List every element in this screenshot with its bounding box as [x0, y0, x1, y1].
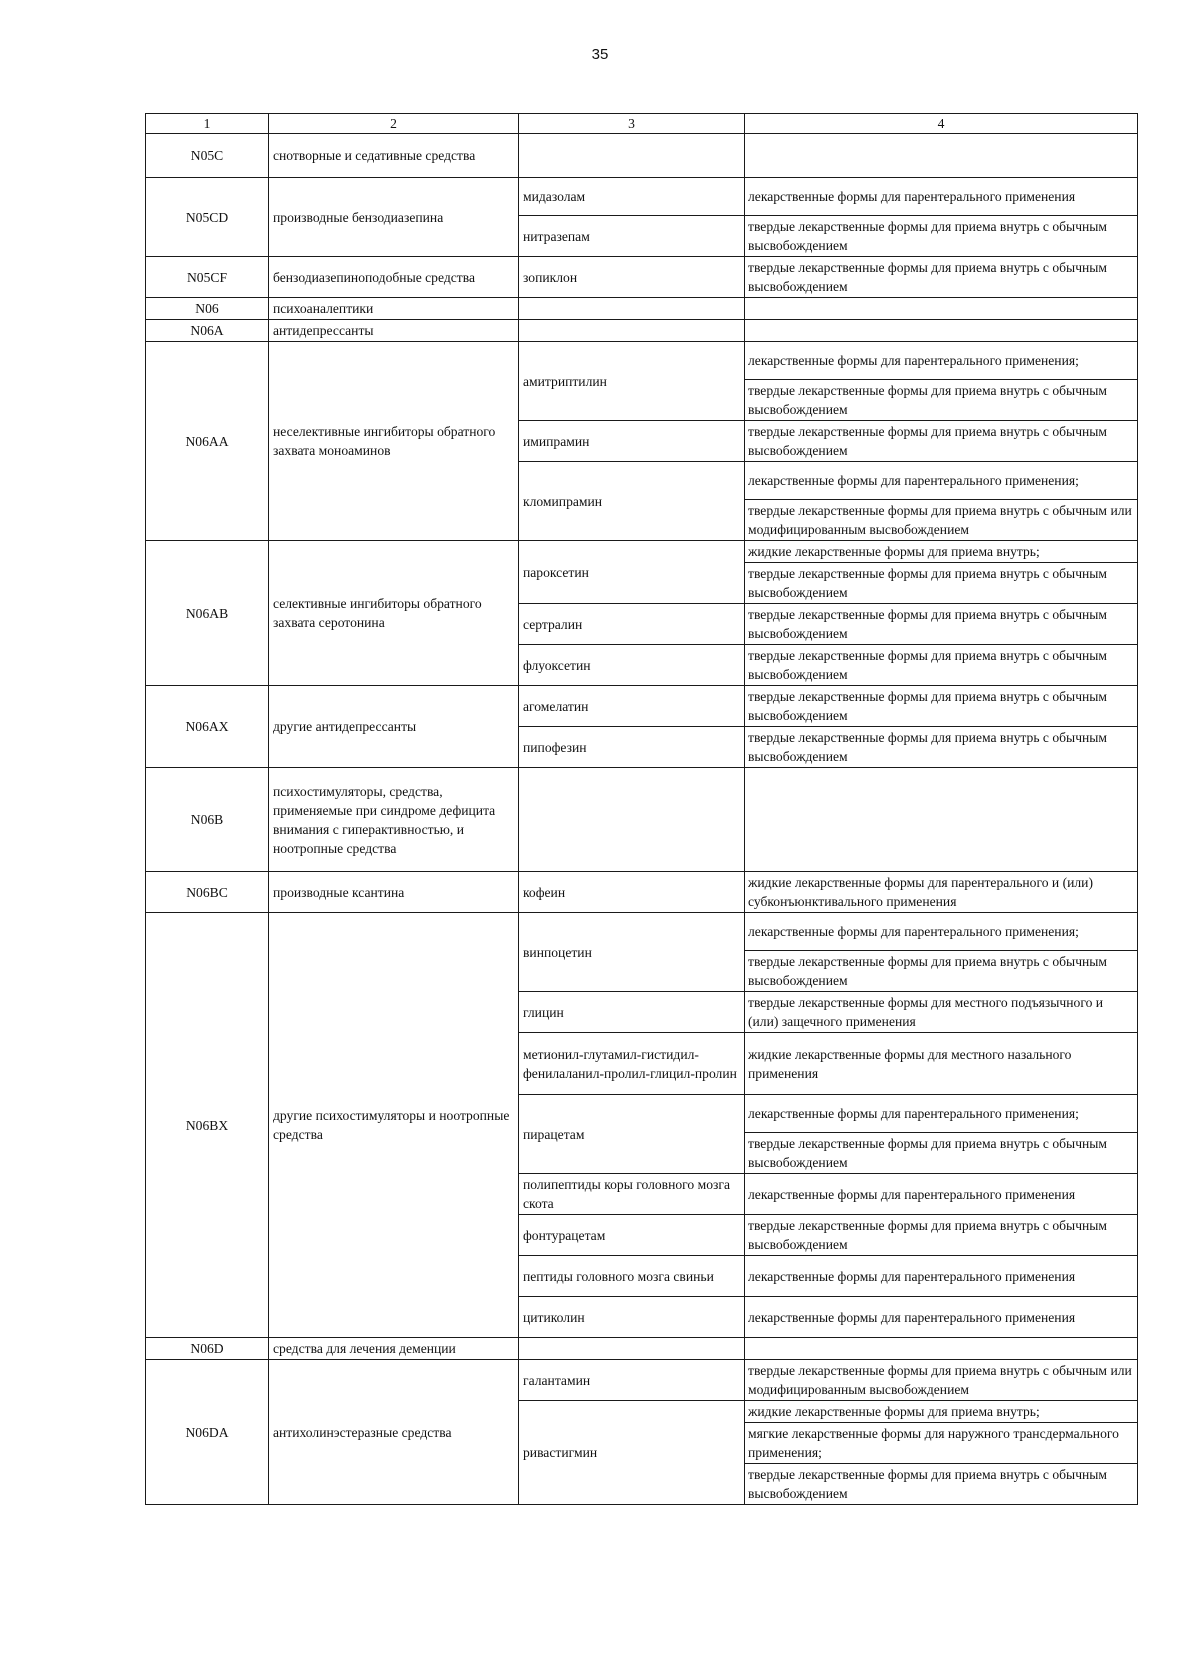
table-row: [146, 872, 1138, 913]
table-header-row: [146, 114, 1138, 134]
atc-code-cell: N06AB: [146, 541, 269, 686]
dosage-form-cell: [745, 1338, 1138, 1360]
table-row: [146, 178, 1138, 216]
dosage-form-cell: твердые лекарственные формы для приема внутрь с обычным высвобождением: [745, 1215, 1138, 1256]
table-row: [146, 1360, 1138, 1401]
substance-cell: имипрамин: [519, 421, 745, 462]
substance-cell: метионил-глутамил-гистидил-фенилаланил-пролил-глицил-пролин: [519, 1033, 745, 1095]
substance-cell: [519, 320, 745, 342]
substance-cell: фонтурацетам: [519, 1215, 745, 1256]
table-row: [146, 257, 1138, 298]
substance-cell: [519, 134, 745, 178]
group-name-cell: неселективные ингибиторы обратного захвата моноаминов: [269, 342, 519, 541]
dosage-form-cell: твердые лекарственные формы для приема внутрь с обычным высвобождением: [745, 1464, 1138, 1505]
dosage-form-cell: [745, 320, 1138, 342]
dosage-form-cell: мягкие лекарственные формы для наружного трансдермального применения;: [745, 1423, 1138, 1464]
dosage-form-cell: твердые лекарственные формы для приема внутрь с обычным высвобождением: [745, 727, 1138, 768]
dosage-form-cell: твердые лекарственные формы для местного подъязычного и (или) защечного применения: [745, 992, 1138, 1033]
substance-cell: сертралин: [519, 604, 745, 645]
substance-cell: кофеин: [519, 872, 745, 913]
header-cell: 2: [269, 114, 519, 134]
substance-cell: [519, 768, 745, 872]
group-name-cell: селективные ингибиторы обратного захвата серотонина: [269, 541, 519, 686]
dosage-form-cell: жидкие лекарственные формы для приема внутрь;: [745, 1401, 1138, 1423]
group-name-cell: антидепрессанты: [269, 320, 519, 342]
substance-cell: агомелатин: [519, 686, 745, 727]
atc-code-cell: N06AA: [146, 342, 269, 541]
dosage-form-cell: [745, 298, 1138, 320]
dosage-form-cell: лекарственные формы для парентерального применения: [745, 178, 1138, 216]
table-row: [146, 768, 1138, 872]
atc-code-cell: N06DA: [146, 1360, 269, 1505]
table-row: [146, 1338, 1138, 1360]
substance-cell: амитриптилин: [519, 342, 745, 421]
group-name-cell: производные бензодиазепина: [269, 178, 519, 257]
table-row: [146, 320, 1138, 342]
dosage-form-cell: [745, 134, 1138, 178]
table-row: [146, 541, 1138, 563]
dosage-form-cell: твердые лекарственные формы для приема внутрь с обычным высвобождением: [745, 951, 1138, 992]
dosage-form-cell: лекарственные формы для парентерального применения: [745, 1297, 1138, 1338]
dosage-form-cell: лекарственные формы для парентерального применения;: [745, 913, 1138, 951]
table-row: [146, 298, 1138, 320]
dosage-form-cell: твердые лекарственные формы для приема внутрь с обычным высвобождением: [745, 421, 1138, 462]
substance-cell: мидазолам: [519, 178, 745, 216]
dosage-form-cell: лекарственные формы для парентерального применения: [745, 1256, 1138, 1297]
dosage-form-cell: твердые лекарственные формы для приема внутрь с обычным высвобождением: [745, 216, 1138, 257]
table-row: [146, 913, 1138, 951]
atc-code-cell: N06B: [146, 768, 269, 872]
table-row: [146, 134, 1138, 178]
dosage-form-cell: твердые лекарственные формы для приема внутрь с обычным высвобождением: [745, 645, 1138, 686]
drug-classification-table: [145, 113, 1138, 1505]
dosage-form-cell: лекарственные формы для парентерального применения;: [745, 1095, 1138, 1133]
substance-cell: пипофезин: [519, 727, 745, 768]
substance-cell: флуоксетин: [519, 645, 745, 686]
dosage-form-cell: лекарственные формы для парентерального применения: [745, 1174, 1138, 1215]
header-cell: 4: [745, 114, 1138, 134]
dosage-form-cell: твердые лекарственные формы для приема внутрь с обычным высвобождением: [745, 257, 1138, 298]
dosage-form-cell: лекарственные формы для парентерального применения;: [745, 462, 1138, 500]
substance-cell: винпоцетин: [519, 913, 745, 992]
group-name-cell: психоаналептики: [269, 298, 519, 320]
atc-code-cell: N06BX: [146, 913, 269, 1338]
substance-cell: галантамин: [519, 1360, 745, 1401]
substance-cell: пароксетин: [519, 541, 745, 604]
page-number: 35: [591, 46, 609, 63]
header-cell: 1: [146, 114, 269, 134]
atc-code-cell: N06AX: [146, 686, 269, 768]
substance-cell: глицин: [519, 992, 745, 1033]
atc-code-cell: N06A: [146, 320, 269, 342]
substance-cell: [519, 298, 745, 320]
group-name-cell: производные ксантина: [269, 872, 519, 913]
substance-cell: зопиклон: [519, 257, 745, 298]
dosage-form-cell: твердые лекарственные формы для приема внутрь с обычным или модифицированным высвобождением: [745, 1360, 1138, 1401]
substance-cell: [519, 1338, 745, 1360]
atc-code-cell: N06BC: [146, 872, 269, 913]
dosage-form-cell: твердые лекарственные формы для приема внутрь с обычным высвобождением: [745, 563, 1138, 604]
dosage-form-cell: [745, 768, 1138, 872]
substance-cell: полипептиды коры головного мозга скота: [519, 1174, 745, 1215]
dosage-form-cell: жидкие лекарственные формы для приема внутрь;: [745, 541, 1138, 563]
dosage-form-cell: твердые лекарственные формы для приема внутрь с обычным или модифицированным высвобождением: [745, 500, 1138, 541]
substance-cell: пептиды головного мозга свиньи: [519, 1256, 745, 1297]
group-name-cell: другие психостимуляторы и ноотропные средства: [269, 913, 519, 1338]
substance-cell: ривастигмин: [519, 1401, 745, 1505]
group-name-cell: антихолинэстеразные средства: [269, 1360, 519, 1505]
dosage-form-cell: жидкие лекарственные формы для местного назального применения: [745, 1033, 1138, 1095]
atc-code-cell: N05C: [146, 134, 269, 178]
group-name-cell: снотворные и седативные средства: [269, 134, 519, 178]
dosage-form-cell: твердые лекарственные формы для приема внутрь с обычным высвобождением: [745, 380, 1138, 421]
group-name-cell: другие антидепрессанты: [269, 686, 519, 768]
dosage-form-cell: жидкие лекарственные формы для парентерального и (или) субконъюнктивального применения: [745, 872, 1138, 913]
atc-code-cell: N06: [146, 298, 269, 320]
table-row: [146, 342, 1138, 380]
group-name-cell: средства для лечения деменции: [269, 1338, 519, 1360]
group-name-cell: бензодиазепиноподобные средства: [269, 257, 519, 298]
dosage-form-cell: твердые лекарственные формы для приема внутрь с обычным высвобождением: [745, 604, 1138, 645]
substance-cell: нитразепам: [519, 216, 745, 257]
atc-code-cell: N05CF: [146, 257, 269, 298]
dosage-form-cell: твердые лекарственные формы для приема внутрь с обычным высвобождением: [745, 1133, 1138, 1174]
substance-cell: кломипрамин: [519, 462, 745, 541]
dosage-form-cell: лекарственные формы для парентерального применения;: [745, 342, 1138, 380]
substance-cell: цитиколин: [519, 1297, 745, 1338]
header-cell: 3: [519, 114, 745, 134]
group-name-cell: психостимуляторы, средства, применяемые при синдроме дефицита внимания с гиперактивностью, и ноотропные средства: [269, 768, 519, 872]
atc-code-cell: N05CD: [146, 178, 269, 257]
table-row: [146, 686, 1138, 727]
dosage-form-cell: твердые лекарственные формы для приема внутрь с обычным высвобождением: [745, 686, 1138, 727]
atc-code-cell: N06D: [146, 1338, 269, 1360]
substance-cell: пирацетам: [519, 1095, 745, 1174]
